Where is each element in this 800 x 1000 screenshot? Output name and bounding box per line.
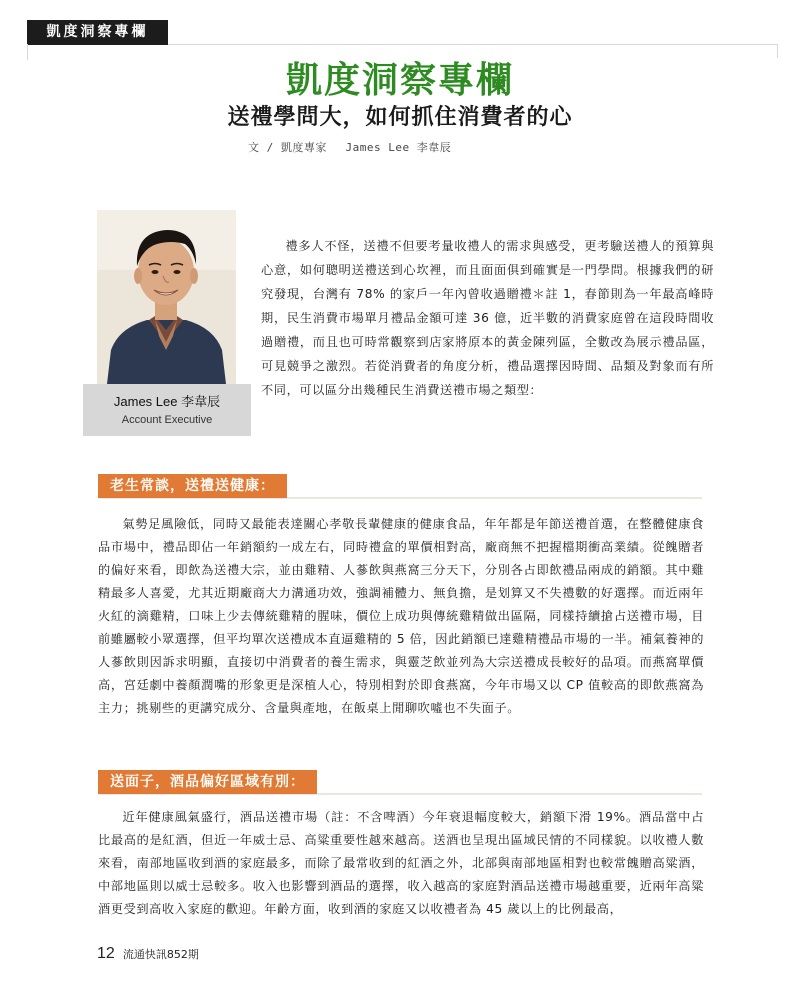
issue-label: 流通快訊852期: [122, 948, 199, 961]
byline: 文 / 凱度專家 James Lee 李韋辰: [248, 141, 452, 154]
column-tag: 凱度洞察專欄: [27, 20, 168, 45]
author-role: Account Executive: [121, 414, 213, 426]
page-title: 凱度洞察專欄: [285, 60, 514, 101]
portrait-illustration: [97, 210, 236, 384]
author-photo: [97, 210, 236, 384]
intro-paragraph: 禮多人不怪，送禮不但要考量收禮人的需求與感受，更考驗送禮人的預算與心意，如何聰明送禮送到心坎裡，而且面面俱到確實是一門學問。根據我們的研究發現，台灣有 78% 的家戶一年內曾收過贈禮＊註 1，春節則為一年最高峰時期，民生消費市場單月禮品金額可達 36 億，近半數的消費家庭曾在這段時間收過贈禮，而且也可時常觀察到店家將原本的黃金陳列區，全數改為展示禮品區，可見競爭之激烈。若從消費者的角度分析，禮品選擇因時間、品類及對象而有所不同，可以區分出幾種民生消費送禮市場之類型：: [261, 239, 714, 397]
header-divider: [168, 44, 778, 45]
page-number: 12: [97, 945, 115, 962]
page-footer: [97, 943, 199, 963]
author-name: James Lee 李韋辰: [113, 394, 221, 409]
author-caption: [83, 384, 251, 436]
section-body-health: 氣勢足風險低，同時又最能表達關心孝敬長輩健康的健康食品，年年都是年節送禮首選，在整體健康食品市場中，禮品即佔一年銷額約一成左右，同時禮盒的單價相對高，廠商無不把握檔期衝高業績。從餽贈者的偏好來看，即飲為送禮大宗，並由雞精、人蔘飲與燕窩三分天下，分別各占即飲禮品兩成的銷額。其中雞精最多人喜愛，尤其近期廠商大力溝通功效，強調補體力、無負擔，是划算又不失禮數的好選擇。而近兩年火紅的滴雞精，口味上少去傳統雞精的腥味，價位上成功與傳統雞精做出區隔，同樣持續搶占送禮市場，目前雖屬較小眾選擇，但平均單次送禮成本直逼雞精的 5 倍，因此銷額已達雞精禮品市場的一半。補氣養神的人蔘飲則因訴求明顯，直接切中消費者的養生需求，與靈芝飲並列為大宗送禮成長較好的品項。而燕窩單價高，宮廷劇中養顏潤嘴的形象更是深植人心，特別相對於即食燕窩，今年市場又以 CP 值較高的即飲燕窩為主力；挑剔些的更講究成分、含量與產地，在飯桌上閒聊吹噓也不失面子。: [98, 517, 704, 715]
section-heading-health: 老生常談，送禮送健康：: [98, 474, 287, 498]
section-body-wine: 近年健康風氣盛行，酒品送禮市場（註：不含啤酒）今年衰退幅度較大，銷額下滑 19%。酒品當中占比最高的是紅酒，但近一年威士忌、高粱重要性越來越高。送酒也呈現出區域民情的不同樣貌。以收禮人數來看，南部地區收到酒的家庭最多，而除了最常收到的紅酒之外，北部與南部地區相對也較常餽贈高粱酒，中部地區則以威士忌較多。收入也影響到酒品的選擇，收入越高的家庭對酒品送禮市場越重要，近兩年高粱酒更受到高收入家庭的歡迎。年齡方面，收到酒的家庭又以收禮者為 45 歲以上的比例最高，: [98, 810, 704, 916]
article-subtitle: 送禮學問大，如何抓住消費者的心: [227, 105, 573, 130]
section-heading-wine: 送面子，酒品偏好區域有別：: [98, 770, 317, 794]
